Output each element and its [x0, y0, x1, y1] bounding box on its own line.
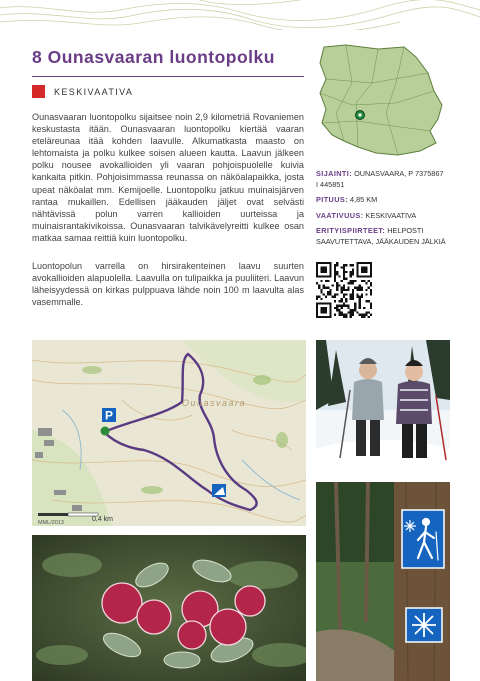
length-label: PITUUS:	[316, 195, 348, 204]
overview-map	[316, 43, 444, 158]
info-location	[316, 169, 446, 190]
features-value: HELPOSTI SAAVUTETTAVA, JÄÄKAUDEN JÄLKIÄ	[316, 226, 446, 246]
header-decoration	[0, 0, 480, 30]
photo-snowshoers	[316, 340, 450, 468]
photo-lingonberries	[32, 535, 306, 681]
trail-map	[32, 340, 306, 526]
scale-label: 0,4 km	[92, 516, 114, 523]
difficulty-info-label: VAATIVUUS:	[316, 210, 364, 220]
info-length	[316, 195, 446, 206]
difficulty-info-value: KESKIVAATIVA	[365, 210, 417, 220]
info-difficulty	[316, 211, 446, 222]
title-underline	[32, 76, 304, 77]
location-value: OUNASVAARA, P 7375867 I 445851	[316, 169, 444, 189]
lean-to-shelter-icon	[212, 484, 226, 497]
parking-symbol: P	[104, 408, 114, 423]
page-title: 8 Ounasvaaran luontopolku	[32, 47, 275, 67]
scale-bar	[38, 513, 98, 516]
map-credit: MML/2013	[38, 520, 64, 526]
features-label: ERITYISPIIRTEET:	[316, 226, 386, 235]
place-label: Ounasvaara	[182, 398, 247, 408]
info-features	[316, 226, 446, 247]
length-value: 4,85 KM	[350, 195, 378, 204]
description-paragraph-2: Luontopolun varrella on hirsirakenteinen laavu suurten avokallioiden alapuolella. Laavulla on tulipaikka ja puuliiteri. Laavun läheisyydessä on kirkas pulppuava lähde noin 100 m laavulta alas vasemmalle.	[32, 261, 304, 308]
trail-info	[316, 169, 446, 252]
difficulty-marker-icon	[32, 85, 45, 98]
description-paragraph-1: Ounasvaaran luontopolku sijaitsee noin 2,9 kilometriä Rovaniemen keskustasta itään. Ounasvaaran luontopolku kiertää vaaran eteläreunaa itää kohden laavulle. Alkumatkasta maasto on lehtomaista ja polku kulkee soisen alueen kautta. Laavun jälkeen polku nousee avokallioiden yli vaaran pohjoispuolelle kuivia kankaita pitkin. Pohjoisimmassa reunassa on näköalapaikka, josta upeat näköalat mm. Kemijoelle. Luontopolku jatkuu muinaisjärven rantaa mukaillen. Edellisen jääkauden jäljet ovat selvästi nähtävissä polun varren kallioiden uurteissa ja muinaisrantakivikoissa. Ounasvaaran talvikävelyreitti kulkee osan matkaa samaa reittiä kuin luontopolku.	[32, 112, 304, 243]
start-point-icon	[101, 427, 110, 436]
location-label: SIJAINTI:	[316, 169, 353, 178]
qr-code[interactable]	[316, 262, 372, 318]
difficulty-badge	[32, 85, 133, 98]
difficulty-label: KESKIVAATIVA	[54, 86, 134, 97]
photo-trail-sign	[316, 482, 450, 681]
